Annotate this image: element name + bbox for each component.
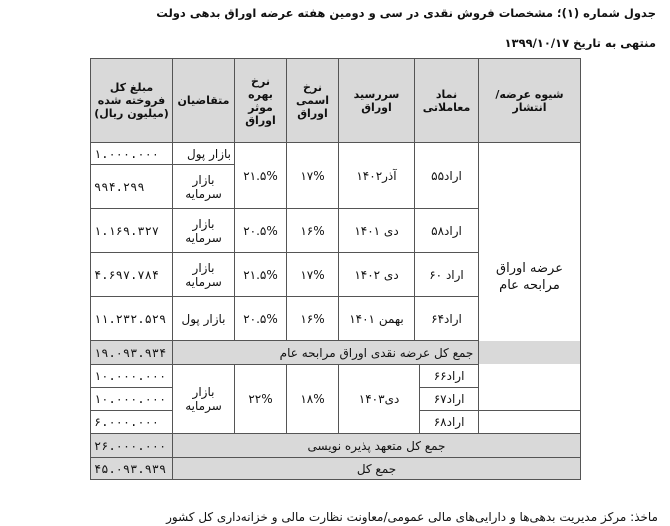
applicant-cell: بازار پول xyxy=(173,297,235,341)
maturity-cell: دی ۱۴۰۲ xyxy=(339,253,415,297)
applicant-cell: بازار سرمایه xyxy=(173,209,235,253)
nominal-rate-cell: ۱۸% xyxy=(287,365,339,434)
applicant-cell: بازار پول xyxy=(173,143,235,165)
applicant-cell: بازار سرمایه xyxy=(173,365,235,434)
amount-cell: ۶.۰۰۰.۰۰۰ xyxy=(91,411,173,434)
symbol-cell: اراد۶۴ xyxy=(415,297,479,341)
grand-total-label: جمع کل xyxy=(173,458,581,480)
nominal-rate-cell: ۱۶% xyxy=(287,297,339,341)
amount-cell: ۱.۰۰۰.۰۰۰ xyxy=(91,143,173,165)
underwriting-total-row xyxy=(91,434,581,458)
total-label-cell: جمع کل متعهد پذیره نویسی xyxy=(173,434,581,458)
symbol-cell: اراد۵۵ xyxy=(415,143,479,209)
effective-rate-cell: ۲۱.۵% xyxy=(235,143,287,209)
grand-total-amount: ۴۵.۰۹۳.۹۳۹ xyxy=(91,458,173,480)
total-amount-cell: ۲۶.۰۰۰.۰۰۰ xyxy=(91,434,173,458)
header-maturity: سررسید اوراق xyxy=(339,59,415,143)
effective-rate-cell: ۲۰.۵% xyxy=(235,297,287,341)
header-applicants: متقاضیان xyxy=(173,59,235,143)
effective-rate-cell: ۲۲% xyxy=(235,365,287,434)
symbol-cell: اراد۶۸ xyxy=(420,411,478,434)
effective-rate-cell: ۲۰.۵% xyxy=(235,209,287,253)
header-method: شیوه عرضه/انتشار xyxy=(479,59,581,143)
maturity-cell: آذر۱۴۰۲ xyxy=(339,143,415,209)
symbol-cell: اراد ۶۰ xyxy=(415,253,479,297)
applicant-cell: بازار سرمایه xyxy=(173,165,235,209)
applicant-cell: بازار سرمایه xyxy=(173,253,235,297)
amount-cell: ۱۰.۰۰۰.۰۰۰ xyxy=(91,388,173,411)
header-symbol: نماد معاملاتی xyxy=(415,59,479,143)
bond-sales-table xyxy=(90,58,581,480)
header-amount: مبلغ کل فروخته شده (میلیون ریال) xyxy=(91,59,173,143)
table-date: منتهی به تاریخ ۱۳۹۹/۱۰/۱۷ xyxy=(504,36,656,50)
nominal-rate-cell: ۱۶% xyxy=(287,209,339,253)
maturity-cell: دی۱۴۰۳ xyxy=(358,392,400,406)
source-note: ماخذ: مرکز مدیریت بدهی‌ها و دارایی‌های مالی عمومی/معاونت نظارت مالی و خزانه‌داری کل کشور xyxy=(166,510,658,524)
header-effective-rate: نرخ بهره موثر اوراق xyxy=(235,59,287,143)
maturity-cell: دی ۱۴۰۱ xyxy=(339,209,415,253)
symbol-cell: اراد۶۷ xyxy=(420,388,478,411)
method-public-offering: عرضه اوراق مرابحه عام xyxy=(479,143,581,411)
amount-cell: ۴.۶۹۷.۷۸۴ xyxy=(91,253,173,297)
amount-cell: ۱.۱۶۹.۳۲۷ xyxy=(91,209,173,253)
nominal-rate-cell: ۱۷% xyxy=(287,143,339,209)
table-row xyxy=(91,143,581,165)
public-offering-total-row xyxy=(91,341,581,365)
amount-cell: ۱۰.۰۰۰.۰۰۰ xyxy=(91,365,173,388)
total-amount-cell: ۱۹.۰۹۳.۹۳۴ xyxy=(91,341,173,365)
header-row xyxy=(91,59,581,143)
effective-rate-cell: ۲۱.۵% xyxy=(235,253,287,297)
maturity-symbol-cell xyxy=(339,365,479,434)
header-nominal-rate: نرخ اسمی اوراق xyxy=(287,59,339,143)
amount-cell: ۹۹۴.۲۹۹ xyxy=(91,165,173,209)
total-label-cell: جمع کل عرضه نقدی اوراق مرابحه عام xyxy=(173,341,581,365)
underwriting-symbols xyxy=(339,365,478,433)
maturity-cell: بهمن ۱۴۰۱ xyxy=(339,297,415,341)
symbol-cell: اراد۶۶ xyxy=(420,365,478,388)
grand-total-row xyxy=(91,458,581,480)
symbol-cell: اراد۵۸ xyxy=(415,209,479,253)
amount-cell: ۱۱.۲۳۲.۵۲۹ xyxy=(91,297,173,341)
nominal-rate-cell: ۱۷% xyxy=(287,253,339,297)
table-title: جدول شماره (۱)؛ مشخصات فروش نقدی در سی و دومین هفته عرضه اوراق بدهی دولت xyxy=(156,6,656,20)
